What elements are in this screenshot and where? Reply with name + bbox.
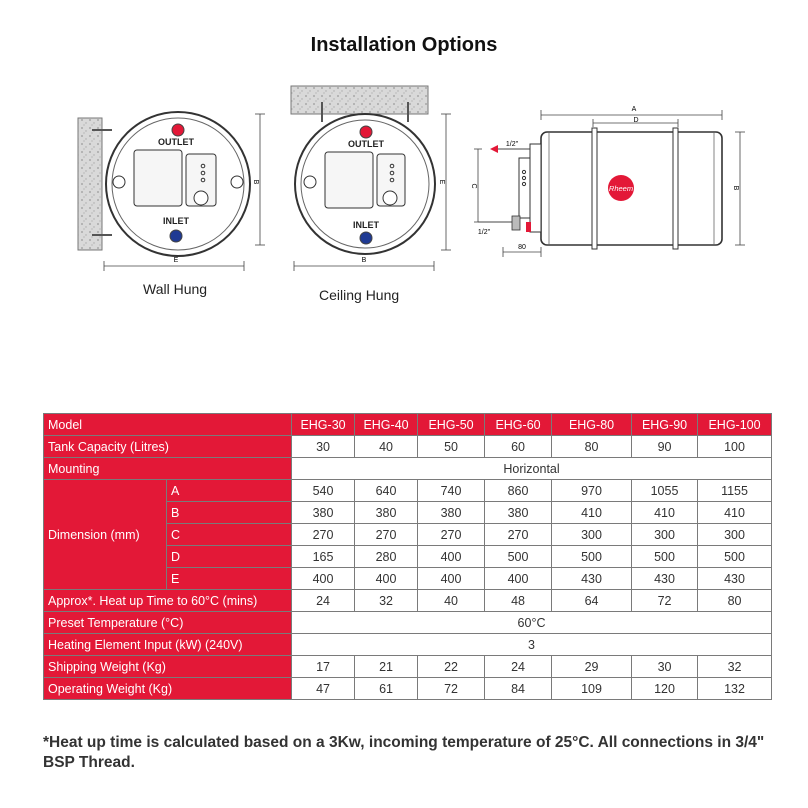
model-header: EHG-50 — [418, 414, 485, 436]
table-row-tank-capacity — [44, 436, 772, 458]
ceiling-dim-b: B — [361, 257, 367, 264]
wall-dim-b: B — [252, 179, 259, 185]
cell: 32 — [698, 656, 772, 678]
model-header: EHG-40 — [355, 414, 418, 436]
cell: 400 — [292, 568, 355, 590]
cell: 1155 — [698, 480, 772, 502]
cell: 1055 — [632, 480, 698, 502]
dimension-key: C — [167, 524, 292, 546]
dimension-key: B — [167, 502, 292, 524]
row-label: Tank Capacity (Litres) — [44, 436, 292, 458]
cell: 64 — [552, 590, 632, 612]
table-row-heating-input — [44, 634, 772, 656]
dimension-key: E — [167, 568, 292, 590]
cell: 270 — [355, 524, 418, 546]
cell: 132 — [698, 678, 772, 700]
row-label: Approx*. Heat up Time to 60°C (mins) — [44, 590, 292, 612]
cell: 270 — [292, 524, 355, 546]
cell: 410 — [698, 502, 772, 524]
wall-dim-e: E — [173, 257, 179, 264]
cell: 500 — [632, 546, 698, 568]
cell: 165 — [292, 546, 355, 568]
cell: 970 — [552, 480, 632, 502]
dimension-key: A — [167, 480, 292, 502]
cell: 84 — [485, 678, 552, 700]
cell: 500 — [698, 546, 772, 568]
inlet-pipe-icon — [170, 230, 182, 242]
cell: 400 — [418, 568, 485, 590]
cell: 400 — [485, 568, 552, 590]
cell: 100 — [698, 436, 772, 458]
cell: 380 — [292, 502, 355, 524]
wall-hung-diagram — [78, 112, 265, 271]
table-row-model — [44, 414, 772, 436]
side-view-diagram — [470, 106, 745, 257]
cell: 540 — [292, 480, 355, 502]
model-header: EHG-90 — [632, 414, 698, 436]
cell: 40 — [355, 436, 418, 458]
cell: 3 — [292, 634, 772, 656]
table-row-heat-up — [44, 590, 772, 612]
cell: 48 — [485, 590, 552, 612]
row-label: Operating Weight (Kg) — [44, 678, 292, 700]
ceiling-outlet-label: OUTLET — [348, 139, 384, 149]
cell: 90 — [632, 436, 698, 458]
table-row-operating-weight — [44, 678, 772, 700]
table-row-shipping-weight — [44, 656, 772, 678]
header-label: Model — [44, 414, 292, 436]
cell: 270 — [418, 524, 485, 546]
cell: 280 — [355, 546, 418, 568]
cell: 29 — [552, 656, 632, 678]
ceiling-hung-caption: Ceiling Hung — [319, 287, 400, 303]
row-label: Shipping Weight (Kg) — [44, 656, 292, 678]
cell: 380 — [485, 502, 552, 524]
cell: 410 — [552, 502, 632, 524]
row-label: Dimension (mm) — [44, 480, 167, 590]
cell: 22 — [418, 656, 485, 678]
cell: 21 — [355, 656, 418, 678]
cell: 109 — [552, 678, 632, 700]
side-dim-80: 80 — [518, 244, 526, 251]
cell: 430 — [632, 568, 698, 590]
cell: 17 — [292, 656, 355, 678]
side-dim-c: C — [470, 183, 477, 189]
cell: 32 — [355, 590, 418, 612]
row-label: Preset Temperature (°C) — [44, 612, 292, 634]
inlet-pipe-icon — [360, 232, 372, 244]
cell: 860 — [485, 480, 552, 502]
cell: 300 — [552, 524, 632, 546]
cell: 410 — [632, 502, 698, 524]
model-header: EHG-30 — [292, 414, 355, 436]
outlet-arrow-icon — [490, 145, 498, 153]
cell: 24 — [485, 656, 552, 678]
side-dim-b: B — [732, 185, 739, 191]
cell: 47 — [292, 678, 355, 700]
cell: 80 — [552, 436, 632, 458]
cell: 380 — [355, 502, 418, 524]
cell: 50 — [418, 436, 485, 458]
table-row-mounting — [44, 458, 772, 480]
cell: 500 — [552, 546, 632, 568]
model-header: EHG-60 — [485, 414, 552, 436]
cell: 300 — [698, 524, 772, 546]
cell: 380 — [418, 502, 485, 524]
cell: 30 — [292, 436, 355, 458]
cell: 500 — [485, 546, 552, 568]
cell: 40 — [418, 590, 485, 612]
cell: 24 — [292, 590, 355, 612]
cell: 120 — [632, 678, 698, 700]
cell: Horizontal — [292, 458, 772, 480]
outlet-pipe-icon — [360, 126, 372, 138]
ceiling-inlet-label: INLET — [353, 220, 379, 230]
side-pipe-bottom: 1/2" — [477, 229, 491, 236]
row-label: Mounting — [44, 458, 292, 480]
installation-diagrams — [0, 70, 808, 310]
side-dim-d: D — [633, 117, 639, 124]
side-pipe-top: 1/2" — [505, 141, 519, 148]
row-label: Heating Element Input (kW) (240V) — [44, 634, 292, 656]
cell: 400 — [418, 546, 485, 568]
cell: 270 — [485, 524, 552, 546]
cell: 400 — [355, 568, 418, 590]
table-row-preset-temp — [44, 612, 772, 634]
model-header: EHG-100 — [698, 414, 772, 436]
cell: 740 — [418, 480, 485, 502]
dimension-key: D — [167, 546, 292, 568]
cell: 30 — [632, 656, 698, 678]
ceiling-hung-diagram — [291, 86, 451, 271]
cell: 72 — [418, 678, 485, 700]
model-header: EHG-80 — [552, 414, 632, 436]
page-title: Installation Options — [310, 34, 498, 56]
cell: 80 — [698, 590, 772, 612]
specification-table — [43, 413, 772, 700]
cell: 60°C — [292, 612, 772, 634]
cell: 61 — [355, 678, 418, 700]
cell: 430 — [698, 568, 772, 590]
cell: 430 — [552, 568, 632, 590]
side-dim-a: A — [631, 106, 637, 113]
wall-inlet-label: INLET — [163, 216, 189, 226]
wall-hung-caption: Wall Hung — [143, 281, 208, 297]
footnote: *Heat up time is calculated based on a 3Kw, incoming temperature of 25°C. All connections in 3/4" BSP Thread. — [43, 734, 765, 771]
ceiling-dim-e: E — [438, 179, 445, 185]
cell: 72 — [632, 590, 698, 612]
cell: 60 — [485, 436, 552, 458]
table-row-dimension-a — [44, 480, 772, 502]
rheem-logo-text: Rheem — [608, 184, 634, 193]
cell: 640 — [355, 480, 418, 502]
cell: 300 — [632, 524, 698, 546]
wall-outlet-label: OUTLET — [158, 137, 194, 147]
outlet-pipe-icon — [172, 124, 184, 136]
